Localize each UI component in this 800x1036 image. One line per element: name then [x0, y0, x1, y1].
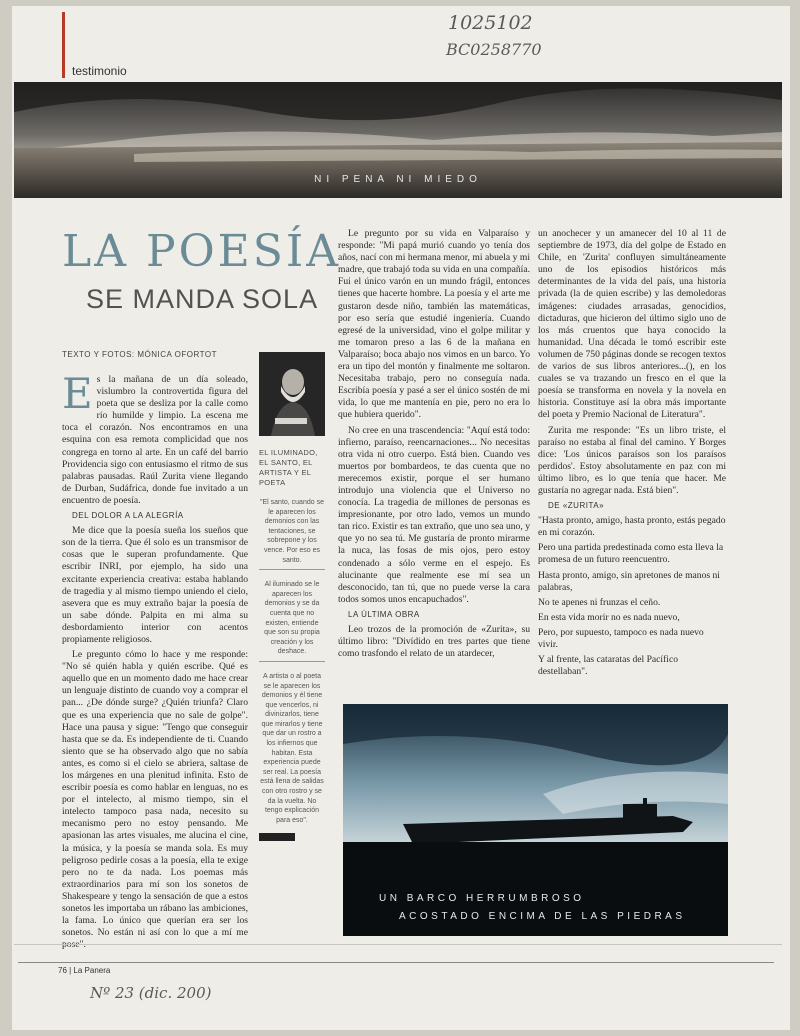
column-1 [62, 369, 248, 954]
intro-text: s la mañana de un día soleado, vislumbro la controvertida figura del poeta que se desliza por la calle como río humilde y limpio. La escena me toca el corazón. Nos encontramos en una esquina con esa remota complicidad que nos congrega en torno al arte. En un café del barrio Providencia sigo con entusiasmo el ritmo de sus palabras pausadas. Raúl Zurita viene llegando de Durban, Sudáfrica, donde fue invitado a un encuentro de poesía. [62, 374, 248, 506]
handwritten-issue-note: Nº 23 (dic. 200) [90, 984, 212, 1002]
byline: TEXTO Y FOTOS: MÓNICA OFORTOT [62, 350, 217, 359]
banner-caption: NI PENA NI MIEDO [314, 174, 482, 185]
paragraph: No cree en una trascendencia: "Aquí está todo: infierno, paraíso, reencarnaciones... No necesitas otra vida ni otro cuerpo. Está bien. Cuando ves muertos por bombardeos, te das cuenta que no merecemos existir, porque el ser humano introdujo una violencia que el Universo no conocía. La tragedia de millones de personas es impresionante, por otro lado, vemos un mundo tan rico. Existir es tan extraño, que uno sea uno, y que yo no sea tú. Me gustaría de pronto mirarme la nuca, las fosas de mis ojos, pero estoy condenado a sólo verme en el espejo. Es alucinante que realmente ese mí sea un desconocido, tan tú, que no puede verse la cara todos somos unos encapuchados". [338, 424, 530, 605]
sidebar-caption: EL ILUMINADO, EL SANTO, EL ARTISTA Y EL POETA [259, 448, 318, 487]
paragraph: Le pregunto cómo lo hace y me responde: "No sé quién habla y quién escribe. Qué es aquello que en un momento dado me hace crear un lenguaje distinto de cuando voy a comprar el pan... ¿De dónde surge? ¿Quién triunfa? Claro que es una experiencia que no sale de golpe". Hace una pausa y sigue: "Tengo que conseguir hasta que se da. Es independiente de ti. Cuando siento que se ha observado algo que no sabía antes, es como si el cielo se abriera, saltase de los márgenes en una plenitud infinita. Esto de escribir poesía es como hablar en lenguas, no es por el intelecto, al mismo tiempo, sin el intelecto tampoco pasa nada, necesito su mecanismo pero no estoy pensando. Me apasionan las artes visuales, me alucina el cine, la música, y la poesía se manda sola. Es muy peligroso pedirle cosas a la poesía, ella te exige pero no te da nada. Los poemas más extraordinarios para mí son los sonetos de Shakespeare y tengo la sensación de que a estos sonetos les importaba un rábano las ambiciones, la fama. Lo único que querían era ser los sonetos. No están ni así con lo que a mí me [62, 649, 248, 939]
photo-caption [379, 890, 686, 926]
sidebar [259, 352, 325, 841]
section-tag: testimonio [72, 64, 127, 78]
poem-line: En esta vida morir no es nada nuevo, [538, 611, 680, 623]
column-2 [338, 228, 530, 663]
column-3 [538, 228, 726, 681]
sidebar-quote: "El santo, cuando se le aparecen los demonios con las tentaciones, se sobrepone y los vence. Por eso es santo. [260, 499, 324, 564]
paragraph: Le pregunto por su vida en Valparaíso y responde: "Mi papá murió cuando yo tenía dos años, nací con mi hermana menor, mi abuela y mi madre, que trabajó toda su vida en una compañía. Fui el único varón en un mundo frágil, entonces tienes que hacerte hombre. La poesía y el arte me gustaron desde niño, también las matemáticas, por eso sería que estudié ingeniería. Cuando egresé de la universidad, vino el golpe militar y me tomaron preso a las 6 de la mañana en Valparaíso; boca abajo nos vimos en un barco. Yo era un tipo del montón y finalmente me soltaron. Necesitaba trabajo, pero no conseguía nada. Escribía poesía y pasé a ser el único sostén de mi vida, lo que me mantenía en pie, pero no era lo que hubiera querido". [338, 228, 530, 421]
article-subtitle: SE MANDA SOLA [86, 284, 319, 314]
page-footer: 76 | La Panera [58, 966, 111, 975]
poem-line: Y al frente, las cataratas del Pacífico destellaban". [538, 654, 679, 678]
shipwreck-photo [343, 704, 728, 936]
page-fold [14, 944, 782, 945]
paragraph: un anochecer y un amanecer del 10 al 11 de septiembre de 1973, día del golpe de Estado en Chile, en 'Zurita' confluyen simultáneamente uno de los episodios históricos más determinantes de la vida del país, una historia privada (la de quien escribe) y las demoledoras imágenes: ciudades arrasadas, genocidios, dictaduras, que hicieron del último siglo uno de los más cruentos que haya conocido la humanidad. Una década le tomó escribir este volumen de 750 páginas donde se recogen textos de varios de sus libros anteriores...(), en los cuales se va trazando un fresco en el que la poesía se transforma en novela y la novela en historia. Constituye así la obra más importante del poeta y Premio Nacional de Literatura". [538, 228, 726, 421]
landscape-banner [14, 82, 782, 198]
paragraph: Me dice que la poesía sueña los sueños que son de la tierra. Que él solo es un transmisor de cosas que le superan profundamente. Que escribir INRI, por ejemplo, ha sido una excitante experiencia creativa: estaba hablando de tragedia y al mismo tiempo uniendo el cielo, asevera que es muy extraño bajar la poesía de un sabe dónde. Palpita en mi alma su desbordamiento interior con acentos propiamente religiosos. [62, 525, 248, 645]
photo-caption-line: UN BARCO HERRUMBROSO [379, 893, 585, 904]
section-accent-bar [62, 12, 65, 78]
portrait-image [259, 352, 325, 436]
sidebar-divider [259, 569, 325, 570]
photo-caption-line: ACOSTADO ENCIMA DE LAS PIEDRAS [399, 911, 686, 922]
poem-line: No te apenes ni frunzas el ceño. [538, 596, 661, 608]
poem-line: Pero una partida predestinada como esta lleva la promesa de un futuro reencuentro. [538, 542, 724, 566]
subhead-ultima-obra: LA ÚLTIMA OBRA [348, 609, 420, 619]
poem-line: Pero, por supuesto, tampoco es nada nuevo vivir. [538, 626, 704, 650]
subhead-zurita: DE «ZURITA» [548, 501, 605, 511]
author-portrait [259, 352, 325, 436]
intro-paragraph [62, 369, 248, 507]
poem [538, 515, 726, 678]
subhead-dolor: DEL DOLOR A LA ALEGRÍA [72, 511, 184, 521]
paragraph: Zurita me responde: "Es un libro triste, el paraíso no estaba al final del camino. Y Borges dice: 'Los únicos paraísos son los paraísos perdidos'. Estoy absolutamente en paz con mi último libro, es lo que tenía que hacer. Me gustaría no agregar nada. Está bien". [538, 424, 726, 496]
footer-rule [18, 962, 774, 963]
handwritten-code-secondary: BC0258770 [446, 40, 542, 59]
sidebar-end-mark [259, 833, 295, 841]
poem-line: Hasta pronto, amigo, sin apretones de manos ni palabras, [538, 569, 720, 593]
sidebar-quote: A artista o al poeta se le aparecen los demonios y él tiene que vencerlos, ni divinizarlos, tiene que mirarlos y tiene que dar un rostro a los infiernos que habitan. Esta experiencia puede ser real. La poesía está llena de salidas con otro rostro y se da la vuelta. No tengo explicación para eso". [260, 672, 324, 824]
drop-cap: E [62, 369, 93, 418]
sidebar-divider [259, 661, 325, 662]
article-title: LA POESÍA [62, 226, 342, 277]
poem-line: "Hasta pronto, amigo, hasta pronto, estás pegado en mi corazón. [538, 515, 726, 539]
paragraph: Leo trozos de la promoción de «Zurita», su último libro: "Divídido en tres partes que tiene como trasfondo el relato de un atardecer, [338, 624, 530, 660]
sidebar-quote: Al iluminado se le aparecen los demonios y se da cuenta que no existen, entiende que son su propia creación y los deshace. [264, 581, 320, 656]
handwritten-code: 1025102 [448, 12, 533, 34]
